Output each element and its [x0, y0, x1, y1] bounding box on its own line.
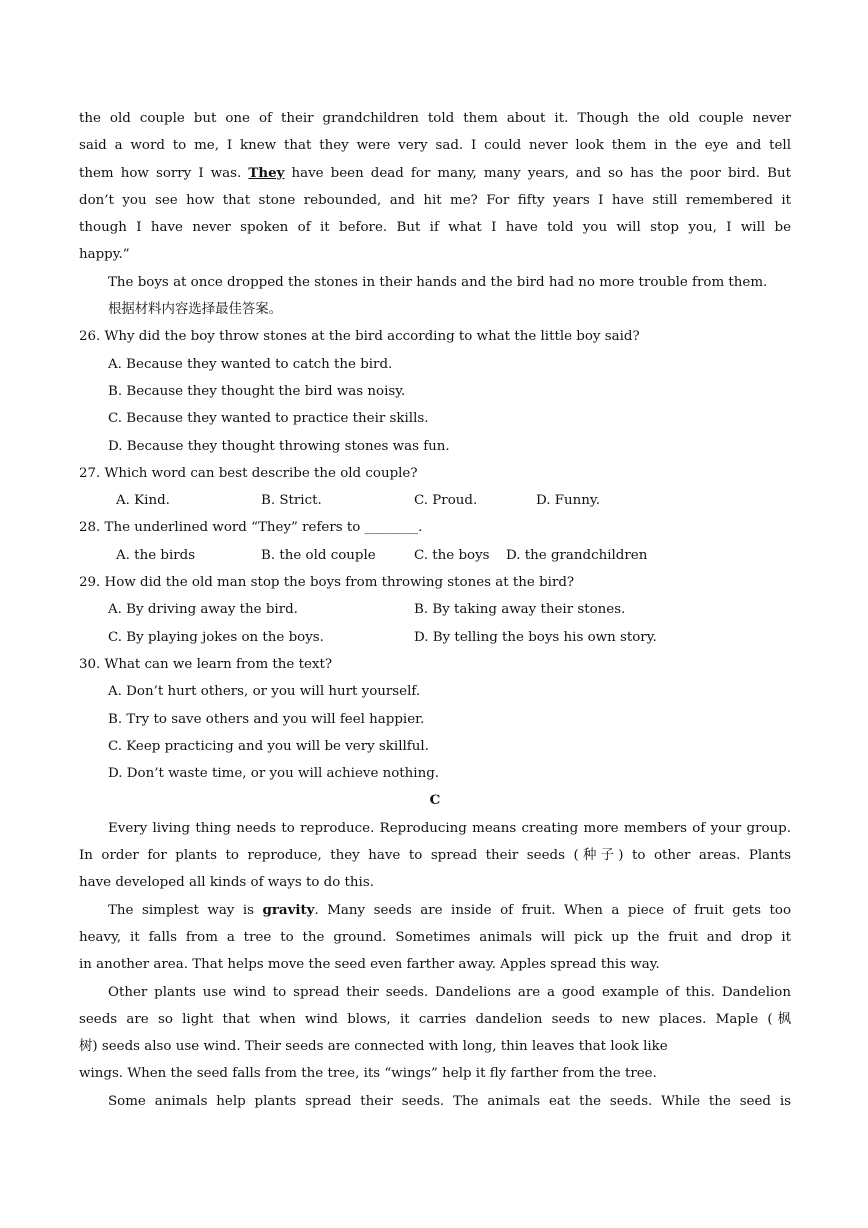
question-28-stem: 28. The underlined word “They” refers to ________.: [79, 520, 423, 536]
option: D. Don’t waste time, or you will achieve nothing.: [108, 766, 440, 782]
options-row: [79, 624, 791, 651]
option: B. Strict.: [261, 493, 322, 509]
passage-line: wings. When the seed falls from the tree, its “wings” help it fly farther from the tree.: [79, 1066, 657, 1082]
passage-line: [79, 160, 791, 187]
options-row: [79, 487, 791, 514]
passage-line: Some animals help plants spread their seeds. The animals eat the seeds. While the seed is: [108, 1093, 791, 1109]
option: A. Kind.: [116, 493, 170, 509]
passage-line: don’t you see how that stone rebounded, and hit me? For fifty years I have still remembered it: [79, 192, 791, 208]
option: B. the old couple: [261, 547, 376, 563]
passage-line: happy.”: [79, 247, 130, 263]
passage-line: in another area. That helps move the seed even farther away. Apples spread this way.: [79, 957, 660, 973]
text-span: . Many seeds are inside of fruit. When a piece of fruit gets too: [314, 902, 791, 918]
option: A. the birds: [116, 547, 196, 563]
passage-line: [79, 897, 791, 924]
passage-line: though I have never spoken of it before. But if what I have told you will stop you, I will be: [79, 220, 791, 236]
option: B. Because they thought the bird was noisy.: [108, 383, 406, 399]
text-span: them how sorry I was.: [79, 165, 249, 181]
document-page: [79, 105, 791, 1115]
passage-line: 树) seeds also use wind. Their seeds are connected with long, thin leaves that look like: [79, 1039, 668, 1055]
passage-line: In order for plants to reproduce, they have to spread their seeds (种子) to other areas. Plants: [79, 848, 791, 864]
option: A. Because they wanted to catch the bird.: [108, 356, 393, 372]
option: C. By playing jokes on the boys.: [108, 629, 324, 645]
option: C. Keep practicing and you will be very skillful.: [108, 738, 429, 754]
text-span: have been dead for many, many years, and so has the poor bird. But: [284, 165, 791, 181]
passage-line: the old couple but one of their grandchildren told them about it. Though the old couple never: [79, 111, 791, 126]
passage-line: Other plants use wind to spread their seeds. Dandelions are a good example of this. Dandelion: [108, 984, 791, 1000]
question-26-stem: 26. Why did the boy throw stones at the bird according to what the little boy said?: [79, 329, 640, 345]
underlined-word: They: [248, 164, 285, 181]
question-29-stem: 29. How did the old man stop the boys from throwing stones at the bird?: [79, 575, 575, 591]
option: D. the grandchildren: [506, 547, 648, 563]
question-27-stem: 27. Which word can best describe the old couple?: [79, 465, 418, 481]
passage-ending: The boys at once dropped the stones in their hands and the bird had no more trouble from them.: [108, 274, 768, 290]
question-30-stem: 30. What can we learn from the text?: [79, 656, 333, 672]
option: C. Because they wanted to practice their skills.: [108, 411, 429, 427]
passage-line: seeds are so light that when wind blows, it carries dandelion seeds to new places. Maple (枫: [79, 1011, 791, 1027]
option: D. By telling the boys his own story.: [414, 629, 657, 645]
section-heading: C: [429, 792, 441, 809]
option: B. Try to save others and you will feel happier.: [108, 711, 425, 727]
option: A. By driving away the bird.: [108, 602, 298, 618]
option: C. the boys: [414, 547, 490, 563]
instruction: 根据材料内容选择最佳答案。: [108, 302, 283, 318]
option: A. Don’t hurt others, or you will hurt yourself.: [108, 684, 421, 700]
options-row: [79, 542, 791, 569]
passage-line: heavy, it falls from a tree to the ground. Sometimes animals will pick up the fruit and drop it: [79, 929, 791, 945]
passage-line: Every living thing needs to reproduce. Reproducing means creating more members of your group.: [108, 820, 791, 836]
text-span: The simplest way is: [108, 902, 263, 918]
option: D. Funny.: [536, 493, 600, 509]
option: D. Because they thought throwing stones was fun.: [108, 438, 450, 454]
bold-word: gravity: [262, 901, 315, 918]
option: C. Proud.: [414, 493, 478, 509]
option: B. By taking away their stones.: [414, 602, 626, 618]
options-row: [79, 596, 791, 623]
passage-line: said a word to me, I knew that they were very sad. I could never look them in the eye and tell: [79, 138, 791, 154]
passage-line: have developed all kinds of ways to do this.: [79, 875, 374, 891]
